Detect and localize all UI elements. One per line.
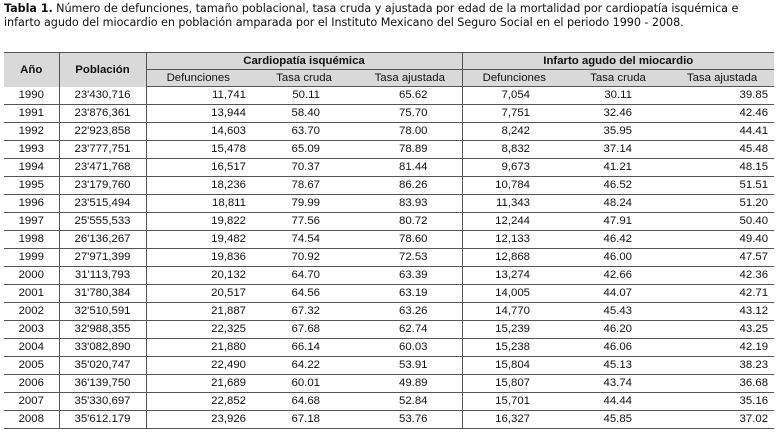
cell-infarction-deaths: 15,804	[462, 357, 566, 375]
cell-year: 2007	[4, 393, 59, 411]
caption-label: Tabla 1.	[4, 2, 53, 15]
cell-ischemic-crude: 64.56	[291, 287, 320, 299]
cell-infarction-crude: 46.06	[603, 341, 633, 353]
cell-ischemic-deaths: 20,132	[146, 267, 250, 285]
header-ischemic-deaths: Defunciones	[146, 70, 250, 87]
cell-population: 33'082,890	[74, 341, 131, 353]
cell-population: 32'988,355	[74, 323, 131, 335]
cell-ischemic-crude: 64.68	[291, 395, 320, 407]
cell-infarction-deaths: 7,751	[462, 105, 566, 123]
cell-year: 1996	[4, 195, 59, 213]
cell-infarction-crude: 42.66	[603, 269, 633, 281]
table-row	[4, 357, 774, 375]
cell-ischemic-crude: 63.70	[291, 125, 320, 137]
header-group-infarction: Infarto agudo del miocardio	[462, 53, 774, 70]
table-row	[4, 267, 774, 285]
table-row	[4, 177, 774, 195]
cell-population: 35'020,747	[74, 359, 131, 371]
cell-ischemic-adjusted: 60.03	[399, 341, 428, 353]
cell-ischemic-crude: 67.32	[291, 305, 320, 317]
cell-infarction-adjusted: 45.48	[739, 143, 769, 155]
table-row	[4, 159, 774, 177]
cell-infarction-crude: 43.74	[603, 377, 633, 389]
cell-population: 36'139,750	[74, 377, 131, 389]
cell-ischemic-deaths: 16,517	[146, 159, 250, 177]
cell-ischemic-crude: 70.92	[291, 251, 320, 263]
cell-infarction-crude: 46.20	[603, 323, 633, 335]
cell-ischemic-adjusted: 62.74	[399, 323, 428, 335]
cell-ischemic-crude: 58.40	[291, 107, 320, 119]
cell-infarction-adjusted: 35.16	[739, 395, 769, 407]
cell-year: 1991	[4, 105, 59, 123]
cell-infarction-adjusted: 38.23	[739, 359, 769, 371]
cell-year: 1997	[4, 213, 59, 231]
table-row	[4, 321, 774, 339]
cell-ischemic-deaths: 11,741	[146, 87, 250, 105]
cell-infarction-adjusted: 42.36	[739, 269, 769, 281]
cell-infarction-crude: 45.43	[603, 305, 633, 317]
cell-ischemic-crude: 66.14	[291, 341, 320, 353]
cell-infarction-adjusted: 51.51	[739, 179, 769, 191]
cell-ischemic-adjusted: 78.60	[399, 233, 428, 245]
cell-infarction-adjusted: 51.20	[739, 197, 769, 209]
cell-infarction-deaths: 16,327	[462, 411, 566, 429]
cell-ischemic-adjusted: 53.76	[399, 413, 428, 425]
cell-population: 23'179,760	[74, 179, 131, 191]
cell-infarction-adjusted: 36.68	[739, 377, 769, 389]
cell-year: 2002	[4, 303, 59, 321]
cell-year: 2004	[4, 339, 59, 357]
cell-ischemic-deaths: 21,880	[146, 339, 250, 357]
cell-infarction-deaths: 8,242	[462, 123, 566, 141]
cell-year: 1990	[4, 87, 59, 105]
cell-infarction-adjusted: 39.85	[739, 89, 769, 101]
cell-infarction-deaths: 13,274	[462, 267, 566, 285]
cell-infarction-adjusted: 43.12	[739, 305, 769, 317]
cell-ischemic-adjusted: 72.53	[399, 251, 428, 263]
cell-infarction-deaths: 8,832	[462, 141, 566, 159]
cell-infarction-deaths: 12,868	[462, 249, 566, 267]
cell-population: 23'515,494	[74, 197, 131, 209]
cell-ischemic-deaths: 19,836	[146, 249, 250, 267]
cell-ischemic-crude: 78.67	[291, 179, 320, 191]
table-row	[4, 87, 774, 105]
cell-ischemic-deaths: 20,517	[146, 285, 250, 303]
header-ischemic-crude: Tasa cruda	[250, 70, 358, 87]
cell-infarction-crude: 45.85	[603, 413, 633, 425]
cell-infarction-crude: 30.11	[604, 89, 633, 101]
table-row	[4, 231, 774, 249]
cell-population: 35'612.179	[74, 413, 131, 425]
cell-ischemic-adjusted: 75.70	[399, 107, 428, 119]
cell-ischemic-crude: 67.68	[291, 323, 320, 335]
cell-ischemic-adjusted: 63.26	[399, 305, 428, 317]
cell-infarction-adjusted: 50.40	[739, 215, 769, 227]
cell-population: 23'876,361	[74, 107, 131, 119]
cell-year: 2003	[4, 321, 59, 339]
cell-population: 26'136,267	[74, 233, 131, 245]
cell-infarction-adjusted: 49.40	[739, 233, 769, 245]
cell-infarction-deaths: 15,239	[462, 321, 566, 339]
cell-infarction-adjusted: 47.57	[739, 251, 769, 263]
table-row	[4, 303, 774, 321]
table-row	[4, 249, 774, 267]
cell-population: 27'971,399	[74, 251, 131, 263]
table-row	[4, 285, 774, 303]
cell-population: 23'471,768	[74, 161, 131, 173]
table-caption	[4, 2, 774, 30]
cell-ischemic-adjusted: 83.93	[399, 197, 428, 209]
table-row	[4, 213, 774, 231]
cell-ischemic-deaths: 18,236	[146, 177, 250, 195]
cell-population: 31'780,384	[74, 287, 131, 299]
cell-infarction-deaths: 14,005	[462, 285, 566, 303]
cell-year: 1999	[4, 249, 59, 267]
cell-ischemic-deaths: 13,944	[146, 105, 250, 123]
cell-infarction-deaths: 15,238	[462, 339, 566, 357]
cell-ischemic-adjusted: 81.44	[399, 161, 428, 173]
cell-ischemic-deaths: 21,689	[146, 375, 250, 393]
table-row	[4, 411, 774, 429]
cell-infarction-crude: 44.44	[603, 395, 633, 407]
cell-population: 31'113,793	[74, 269, 131, 281]
cell-ischemic-crude: 79.99	[291, 197, 320, 209]
cell-ischemic-adjusted: 86.26	[399, 179, 428, 191]
cell-infarction-deaths: 15,701	[462, 393, 566, 411]
header-ischemic-adjusted: Tasa ajustada	[358, 70, 462, 87]
cell-infarction-crude: 46.52	[603, 179, 633, 191]
cell-population: 22'923,858	[74, 125, 131, 137]
table-row	[4, 123, 774, 141]
cell-year: 1994	[4, 159, 59, 177]
cell-year: 1998	[4, 231, 59, 249]
cell-year: 2000	[4, 267, 59, 285]
cell-infarction-crude: 47.91	[603, 215, 633, 227]
cell-ischemic-deaths: 22,325	[146, 321, 250, 339]
table-row	[4, 105, 774, 123]
cell-infarction-crude: 41.21	[603, 161, 633, 173]
cell-infarction-crude: 46.00	[603, 251, 633, 263]
cell-infarction-deaths: 12,133	[462, 231, 566, 249]
header-infarction-adjusted: Tasa ajustada	[670, 70, 774, 87]
table-row	[4, 195, 774, 213]
cell-infarction-crude: 48.24	[603, 197, 633, 209]
cell-population: 32'510,591	[74, 305, 131, 317]
cell-ischemic-deaths: 15,478	[146, 141, 250, 159]
table-row	[4, 339, 774, 357]
cell-population: 23'777,751	[74, 143, 131, 155]
header-group-ischemic: Cardiopatía isquémica	[146, 53, 462, 70]
header-infarction-deaths: Defunciones	[462, 70, 566, 87]
cell-population: 25'555,533	[74, 215, 131, 227]
cell-infarction-deaths: 15,807	[462, 375, 566, 393]
cell-ischemic-crude: 77.56	[291, 215, 320, 227]
cell-ischemic-crude: 65.09	[291, 143, 320, 155]
cell-ischemic-adjusted: 53.91	[399, 359, 428, 371]
cell-infarction-adjusted: 42.46	[739, 107, 769, 119]
cell-infarction-crude: 32.46	[603, 107, 633, 119]
table-row	[4, 393, 774, 411]
cell-year: 2006	[4, 375, 59, 393]
cell-infarction-adjusted: 42.71	[739, 287, 769, 299]
table-row	[4, 141, 774, 159]
cell-infarction-crude: 45.13	[603, 359, 633, 371]
cell-ischemic-crude: 67.18	[291, 413, 320, 425]
cell-population: 35'330,697	[74, 395, 131, 407]
cell-ischemic-deaths: 19,482	[146, 231, 250, 249]
cell-ischemic-crude: 64.70	[291, 269, 320, 281]
cell-year: 1995	[4, 177, 59, 195]
cell-ischemic-adjusted: 78.89	[399, 143, 428, 155]
cell-year: 2001	[4, 285, 59, 303]
cell-infarction-adjusted: 43.25	[739, 323, 769, 335]
header-infarction-crude: Tasa cruda	[566, 70, 670, 87]
cell-infarction-crude: 37.14	[603, 143, 633, 155]
cell-ischemic-adjusted: 52.84	[399, 395, 428, 407]
cell-year: 1993	[4, 141, 59, 159]
mortality-table	[4, 52, 774, 429]
cell-ischemic-adjusted: 63.19	[399, 287, 428, 299]
cell-ischemic-deaths: 18,811	[146, 195, 250, 213]
cell-infarction-crude: 44.07	[603, 287, 633, 299]
table-row	[4, 375, 774, 393]
cell-infarction-deaths: 11,343	[462, 195, 566, 213]
header-year: Año	[4, 53, 59, 87]
header-population: Población	[59, 53, 146, 87]
cell-ischemic-deaths: 19,822	[146, 213, 250, 231]
cell-infarction-deaths: 14,770	[462, 303, 566, 321]
cell-year: 2005	[4, 357, 59, 375]
cell-ischemic-deaths: 21,887	[146, 303, 250, 321]
cell-ischemic-deaths: 22,852	[146, 393, 250, 411]
caption-text: Número de defunciones, tamaño poblacional, tasa cruda y ajustada por edad de la mortalidad por cardiopatía isquémica e infarto agudo del miocardio en población amparada por el Instituto Mexicano del Seguro Social en el periodo 1990 - 2008.	[4, 2, 739, 29]
cell-ischemic-deaths: 14,603	[146, 123, 250, 141]
cell-year: 2008	[4, 411, 59, 429]
cell-ischemic-adjusted: 80.72	[399, 215, 428, 227]
cell-ischemic-crude: 74.54	[291, 233, 320, 245]
cell-infarction-deaths: 7,054	[462, 87, 566, 105]
cell-ischemic-adjusted: 78.00	[399, 125, 428, 137]
cell-ischemic-deaths: 22,490	[146, 357, 250, 375]
cell-population: 23'430,716	[74, 88, 131, 101]
cell-infarction-deaths: 12,244	[462, 213, 566, 231]
cell-infarction-adjusted: 48.15	[739, 161, 769, 173]
cell-ischemic-deaths: 23,926	[146, 411, 250, 429]
table-body	[4, 87, 774, 429]
cell-ischemic-crude: 64.22	[291, 359, 320, 371]
cell-ischemic-crude: 50.11	[292, 89, 320, 101]
cell-infarction-adjusted: 42.19	[739, 341, 769, 353]
cell-infarction-deaths: 10,784	[462, 177, 566, 195]
cell-ischemic-adjusted: 49.89	[399, 377, 428, 389]
cell-ischemic-crude: 60.01	[291, 377, 320, 389]
cell-ischemic-adjusted: 63.39	[399, 269, 428, 281]
cell-infarction-adjusted: 37.02	[739, 413, 769, 425]
cell-infarction-crude: 46.42	[603, 233, 633, 245]
cell-ischemic-adjusted: 65.62	[399, 89, 428, 101]
cell-infarction-deaths: 9,673	[462, 159, 566, 177]
cell-infarction-crude: 35.95	[603, 125, 633, 137]
cell-year: 1992	[4, 123, 59, 141]
cell-ischemic-crude: 70.37	[291, 161, 320, 173]
cell-infarction-adjusted: 44.41	[739, 125, 769, 137]
